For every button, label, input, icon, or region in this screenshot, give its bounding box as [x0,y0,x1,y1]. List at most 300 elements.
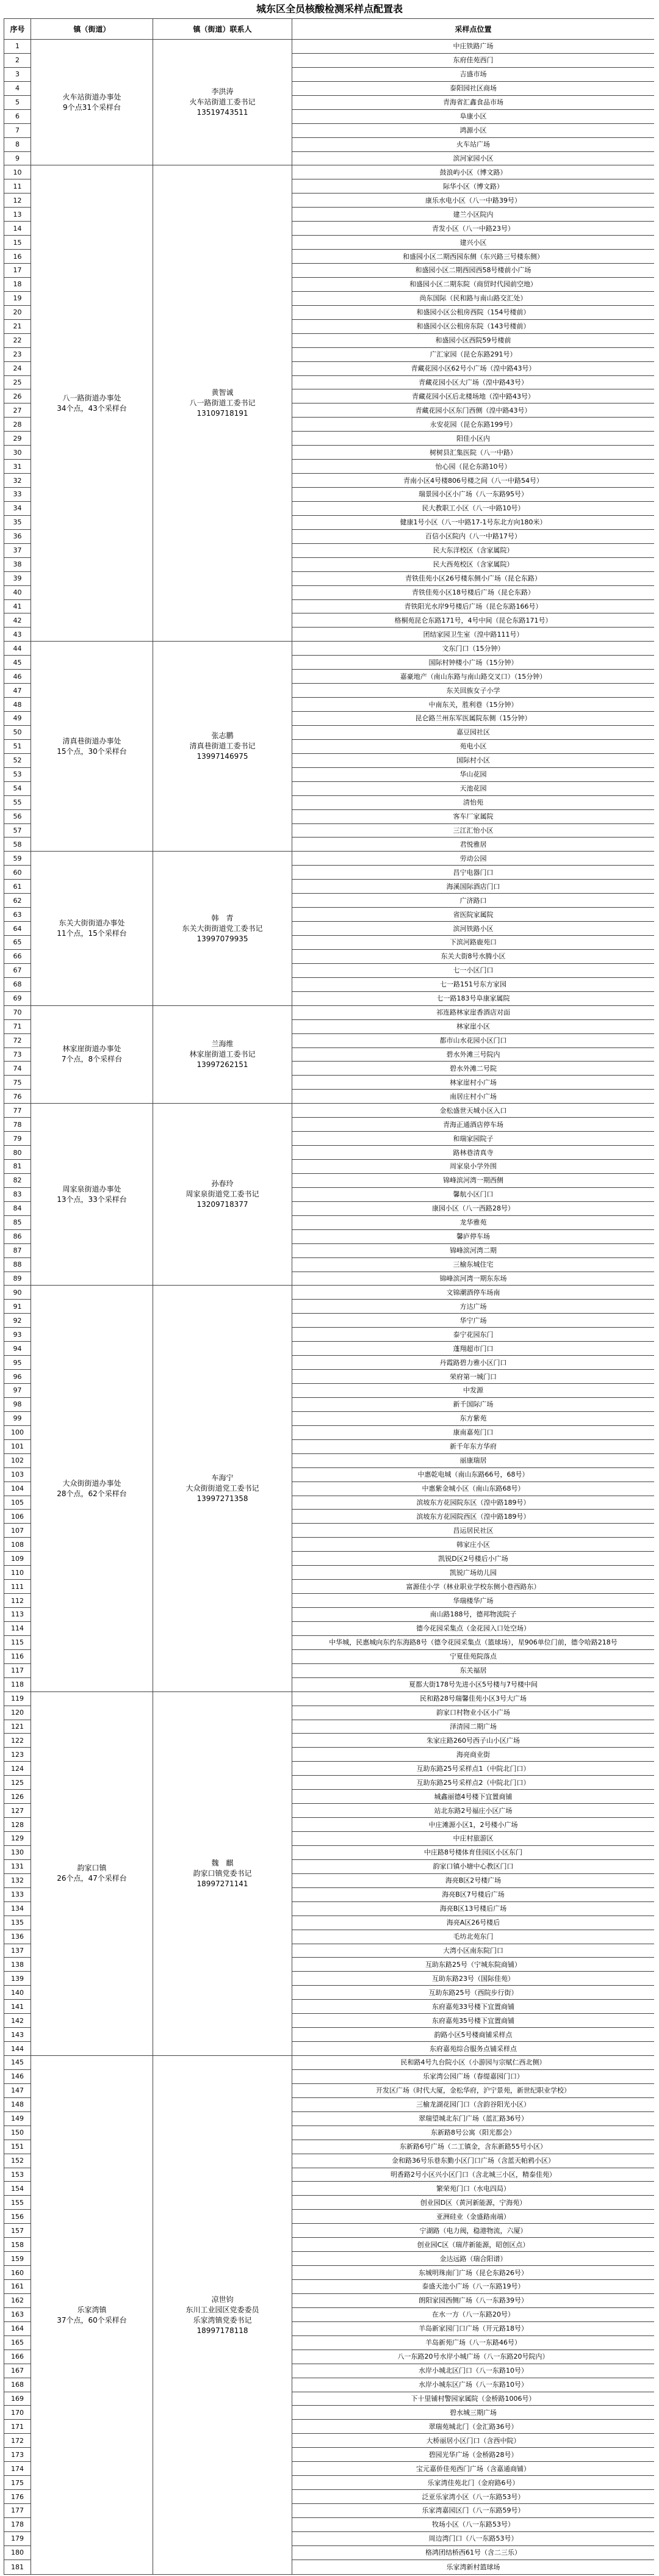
sampling-location: 东关福居 [292,1663,655,1677]
sampling-location: 明香路2号小区兴小区门口（含北城三小区，精泰佳苑） [292,2168,655,2182]
sampling-location: 互助东路25号（宁城东院商铺） [292,1958,655,1972]
sampling-location: 东新路8号公寓（阳光都会） [292,2126,655,2140]
sampling-location: 韵家口镇小塘中心教区门口 [292,1859,655,1873]
contact-cell [153,40,292,165]
sampling-location: 南山路188号，德邦物流院子 [292,1608,655,1622]
sampling-location: 文东门口（15分钟） [292,642,655,656]
row-seq-number: 176 [4,2490,31,2504]
contact-line: 东川工业园区党委委员 [185,2305,259,2314]
sampling-location: 韩家庄小区 [292,1538,655,1552]
sampling-location: 乐家湾公园广场（春缇嘉园门口） [292,2069,655,2083]
sampling-location: 荣府第一城门口 [292,1370,655,1384]
sampling-location: 昌运居民社区 [292,1524,655,1538]
contact-line: 13997271358 [196,1494,248,1503]
row-seq-number: 131 [4,1859,31,1873]
sampling-location: 阳佳小区内 [292,432,655,446]
row-seq-number: 133 [4,1887,31,1901]
row-seq-number: 49 [4,712,31,726]
row-seq-number: 107 [4,1524,31,1538]
row-seq-number: 134 [4,1901,31,1916]
sampling-location: 和盛园小区公租房东院（143号楼前） [292,319,655,333]
contact-line: 韩 青 [211,913,234,922]
sampling-location: 龙华雅苑 [292,1215,655,1229]
contact-line: 13997262151 [196,1060,248,1069]
sampling-location: 青海省汇鑫食品市场 [292,95,655,109]
sampling-location: 百信小区院内（八一中路17号） [292,529,655,543]
town-line: 37个点，60个采样台 [57,2315,127,2325]
row-seq-number: 124 [4,1762,31,1776]
sampling-location: 南居庄村小广场 [292,1090,655,1104]
table-row [4,165,655,179]
contact-line: 八一路街道工委书记 [189,399,256,408]
contact-line: 13997079935 [196,934,248,943]
sampling-location: 永安花园（昆仑东路199号） [292,418,655,432]
town-cell [31,1104,153,1286]
row-seq-number: 55 [4,795,31,809]
row-seq-number: 57 [4,823,31,838]
row-seq-number: 33 [4,488,31,502]
row-seq-number: 24 [4,361,31,375]
sampling-location: 和盛园小区二期东院（商贸时代园前空地） [292,277,655,291]
sampling-location: 滨坡东方花园院东区（湟中路189号） [292,1496,655,1510]
contact-line: 13109718191 [196,409,248,418]
row-seq-number: 71 [4,1019,31,1033]
row-seq-number: 12 [4,194,31,208]
row-seq-number: 105 [4,1496,31,1510]
row-seq-number: 154 [4,2182,31,2196]
sampling-location: 东府嘉苑33号楼下宜置商铺 [292,2000,655,2014]
row-seq-number: 166 [4,2350,31,2364]
town-cell [31,165,153,642]
sampling-location: 君悦雅居 [292,838,655,852]
sampling-location: 树树县汇集医院（八一中路） [292,446,655,460]
sampling-location: 三榆龙湖花园门口（含韵谷阳光小区） [292,2097,655,2111]
row-seq-number: 73 [4,1047,31,1062]
sampling-location: 东府佳苑西门 [292,53,655,67]
row-seq-number: 84 [4,1201,31,1215]
sampling-location: 路林巷清真寺 [292,1146,655,1160]
row-seq-number: 158 [4,2238,31,2252]
row-seq-number: 130 [4,1845,31,1859]
sampling-location: 翠瑞望城北东门广场（蓝汇路36号） [292,2111,655,2126]
sampling-location: 毛坊北苑东门 [292,1930,655,1944]
row-seq-number: 100 [4,1425,31,1439]
contact-line: 凉世钧 [211,2295,234,2304]
sampling-location: 海亮A区26号楼后 [292,1916,655,1930]
row-seq-number: 8 [4,137,31,151]
sampling-location: 开发区广场（时代大厦，金松华府，沪宁景苑，新世纪职业学校） [292,2083,655,2097]
sampling-location: 朱家庄路260号西子山小区广场 [292,1734,655,1748]
row-seq-number: 129 [4,1832,31,1846]
row-seq-number: 63 [4,908,31,922]
sampling-location: 国际村钟楼小广场（15分钟） [292,656,655,670]
sampling-location: 和盛园小区二期西园东侧（东兴路三号楼东侧） [292,250,655,264]
sampling-location: 富源佳小学（林业职业学校东侧小巷西路东） [292,1580,655,1594]
row-seq-number: 153 [4,2168,31,2182]
sampling-location: 客车厂家属院 [292,809,655,823]
sampling-location: 互助东路25号采样点1（中院北门口） [292,1762,655,1776]
row-seq-number: 14 [4,222,31,236]
row-seq-number: 65 [4,936,31,950]
contact-line: 韵家口镇党委书记 [193,1869,252,1878]
sampling-location: 华瑞楼华广场 [292,1594,655,1608]
sampling-location: 水岸小城北区门口（八一东路10号） [292,2364,655,2378]
sampling-location: 天池花园 [292,781,655,795]
row-seq-number: 132 [4,1873,31,1887]
sampling-location: 三江汇怡小区 [292,823,655,838]
sampling-location: 泰盛天池小广场（八一东路19号） [292,2280,655,2294]
sampling-location: 康乐水电小区（八一中路39号） [292,194,655,208]
row-seq-number: 123 [4,1748,31,1762]
town-line: 11个点，15个采样台 [57,929,127,938]
sampling-location: 民和路28号瑞馨佳苑小区3号大广场 [292,1691,655,1706]
row-seq-number: 69 [4,991,31,1005]
row-seq-number: 113 [4,1608,31,1622]
sampling-location: 东关大街8号水腾小区 [292,949,655,963]
row-seq-number: 70 [4,1005,31,1019]
sampling-location: 方达广场 [292,1300,655,1314]
town-line: 15个点，30个采样台 [57,747,127,756]
sampling-location: 周边湾门口（八一东路53号） [292,2531,655,2545]
row-seq-number: 106 [4,1510,31,1524]
sampling-location: 馨庐停车场 [292,1229,655,1243]
contact-cell [153,1104,292,1286]
sampling-table [4,18,654,2575]
sampling-location: 怡心园（昆仑东路10号） [292,460,655,474]
contact-line: 孙春玲 [211,1179,234,1189]
row-seq-number: 44 [4,642,31,656]
town-line: 乐家湾镇 [77,2305,107,2314]
row-seq-number: 61 [4,880,31,894]
sampling-location: 亚洲硅业（金盛路南端） [292,2210,655,2224]
row-seq-number: 97 [4,1384,31,1398]
row-seq-number: 167 [4,2364,31,2378]
row-seq-number: 36 [4,529,31,543]
sampling-location: 下十里铺村警园家属院（金桥路1006号） [292,2392,655,2406]
row-seq-number: 146 [4,2069,31,2083]
row-seq-number: 95 [4,1356,31,1370]
town-line: 28个点，62个采样台 [57,1489,127,1498]
sampling-location: 城鑫丽德4号楼下宜置商铺 [292,1790,655,1804]
sampling-location: 昆仑路兰州东军医属院东侧（15分钟） [292,712,655,726]
sampling-location: 滨河铁路小区 [292,922,655,936]
sampling-location: 东方紫苑 [292,1411,655,1425]
sampling-location: 韵路小区5号楼商铺采样点 [292,2028,655,2042]
contact-line: 李洪涛 [211,87,234,96]
row-seq-number: 145 [4,2056,31,2070]
row-seq-number: 139 [4,1972,31,1986]
contact-line: 清真巷街道工委书记 [189,742,256,751]
sampling-location: 格鸿团结桥西61号（含二三乐） [292,2545,655,2560]
sampling-location: 泰阳园社区商场 [292,81,655,95]
row-seq-number: 152 [4,2154,31,2168]
row-seq-number: 64 [4,922,31,936]
sampling-location: 海溪国际酒店门口 [292,880,655,894]
row-seq-number: 138 [4,1958,31,1972]
row-seq-number: 40 [4,585,31,599]
row-seq-number: 125 [4,1776,31,1790]
sampling-location: 海亮B区13号楼后广场 [292,1901,655,1916]
row-seq-number: 136 [4,1930,31,1944]
row-seq-number: 112 [4,1594,31,1608]
table-row [4,1104,655,1118]
sampling-location: 繁荣苑门口（水电四局） [292,2182,655,2196]
town-line: 清真巷街道办事处 [62,736,121,745]
table-row [4,1691,655,1706]
sampling-location: 林家崖村小广场 [292,1076,655,1090]
sampling-location: 广济路口 [292,894,655,908]
sampling-location: 青铁阳光水岸9号楼后广场（昆仑东路166号） [292,599,655,613]
sampling-location: 民和路4号九台院小区（小游园与宗赋仁西北侧） [292,2056,655,2070]
contact-line: 张志鹏 [211,731,234,740]
row-seq-number: 35 [4,515,31,529]
row-seq-number: 77 [4,1104,31,1118]
row-seq-number: 59 [4,852,31,866]
sampling-location: 下滨河路鹿苑口 [292,936,655,950]
sampling-location: 东关回族女子小学 [292,684,655,698]
row-seq-number: 118 [4,1677,31,1691]
sampling-location: 宁湖路（电力阀，稳港物流，六厦） [292,2224,655,2238]
row-seq-number: 162 [4,2293,31,2307]
sampling-location: 牧场小区（八一东路53号） [292,2517,655,2531]
row-seq-number: 94 [4,1342,31,1356]
contact-line: 黄智诚 [211,388,234,397]
sampling-location: 创业园D区（黄河新能源，宁海苑） [292,2196,655,2210]
sampling-location: 青发小区（八一中路23号） [292,222,655,236]
row-seq-number: 18 [4,277,31,291]
sampling-location: 乐家湾佳苑北门（金府路6号） [292,2476,655,2490]
row-seq-number: 52 [4,753,31,767]
sampling-location: 中庄铁路广场 [292,40,655,54]
row-seq-number: 177 [4,2504,31,2518]
row-seq-number: 87 [4,1243,31,1257]
row-seq-number: 58 [4,838,31,852]
row-seq-number: 141 [4,2000,31,2014]
row-seq-number: 92 [4,1314,31,1328]
sampling-location: 和盛园小区西院59号楼前 [292,333,655,347]
sampling-location: 和瑞家园院子 [292,1132,655,1146]
sampling-location: 康南嘉苑门口 [292,1425,655,1439]
sampling-location: 互助东路23号（国际佳苑） [292,1972,655,1986]
row-seq-number: 115 [4,1635,31,1649]
row-seq-number: 170 [4,2406,31,2420]
contact-line: 兰海维 [211,1039,234,1048]
row-seq-number: 180 [4,2545,31,2560]
row-seq-number: 155 [4,2196,31,2210]
row-seq-number: 171 [4,2420,31,2434]
sampling-location: 大湾小区南东院门口 [292,1944,655,1958]
row-seq-number: 2 [4,53,31,67]
header-contact: 镇（街道）联系人 [153,19,292,40]
sampling-location: 碧水城三期广场 [292,2406,655,2420]
row-seq-number: 5 [4,95,31,109]
sampling-location: 金和路36号乐巷东勤小区门口广场（含蓝天帕鸦小区） [292,2154,655,2168]
row-seq-number: 10 [4,165,31,179]
sampling-location: 中发源 [292,1384,655,1398]
row-seq-number: 102 [4,1453,31,1467]
row-seq-number: 79 [4,1132,31,1146]
table-row [4,2056,655,2070]
row-seq-number: 137 [4,1944,31,1958]
sampling-location: 林家崖小区 [292,1019,655,1033]
row-seq-number: 117 [4,1663,31,1677]
row-seq-number: 164 [4,2321,31,2335]
row-seq-number: 34 [4,501,31,515]
sampling-location: 青藏花园小区东门西侧（湟中路43号） [292,403,655,418]
table-row [4,1286,655,1300]
sampling-location: 瑞景园小区小广场（八一东路95号） [292,488,655,502]
row-seq-number: 83 [4,1187,31,1201]
row-seq-number: 169 [4,2392,31,2406]
sampling-location: 中南东关，胜利巷（15分钟） [292,698,655,712]
sampling-location: 青藏花园小区大广场（湟中路43号） [292,375,655,389]
contact-line: 13997146975 [196,752,248,761]
row-seq-number: 48 [4,698,31,712]
sampling-location: 八一东路20号水岸小城广场（八一东路20号院内） [292,2350,655,2364]
sampling-location: 羊岛新苑广场（八一东路46号） [292,2335,655,2350]
sampling-location: 中华城，民惠城向东约东海路8号（德令花园采集点（篮球场），星906单位门前，德令哈路218号 [292,1635,655,1649]
sampling-location: 在水一方（八一东路20号） [292,2307,655,2321]
row-seq-number: 82 [4,1173,31,1187]
sampling-location: 羊岛新家园门口广场（开元路18号） [292,2321,655,2335]
row-seq-number: 150 [4,2126,31,2140]
row-seq-number: 122 [4,1734,31,1748]
row-seq-number: 175 [4,2476,31,2490]
row-seq-number: 173 [4,2448,31,2462]
row-seq-number: 11 [4,179,31,194]
row-seq-number: 16 [4,250,31,264]
contact-cell [153,1691,292,2055]
row-seq-number: 109 [4,1552,31,1566]
row-seq-number: 17 [4,264,31,278]
sampling-location: 中惠紫金城小区（南山东路68号） [292,1482,655,1496]
row-seq-number: 90 [4,1286,31,1300]
document-title: 城东区全员核酸检测采样点配置表 [256,3,403,15]
row-seq-number: 160 [4,2266,31,2280]
sampling-location: 锦峰滨河湾二期 [292,1243,655,1257]
row-seq-number: 45 [4,656,31,670]
row-seq-number: 86 [4,1229,31,1243]
contact-line: 周家泉街道党工委书记 [185,1190,259,1199]
row-seq-number: 114 [4,1621,31,1635]
sampling-location: 周家泉小学外围 [292,1160,655,1174]
contact-line: 13519743511 [196,108,248,117]
row-seq-number: 9 [4,151,31,165]
sampling-location: 国际村小区 [292,753,655,767]
row-seq-number: 20 [4,305,31,319]
sampling-location: 青铁佳苑小区18号楼后广场（昆仑东路） [292,585,655,599]
sampling-location: 建兰小区院内 [292,208,655,222]
sampling-location: 互助东路25号（西院步行街） [292,1986,655,2000]
row-seq-number: 62 [4,894,31,908]
sampling-location: 吉盛市场 [292,67,655,81]
row-seq-number: 140 [4,1986,31,2000]
sampling-location: 滨坡东方花园院西区（湟中路189号） [292,1510,655,1524]
row-seq-number: 13 [4,208,31,222]
sampling-location: 互助东路25号采样点2（中院北门口） [292,1776,655,1790]
sampling-location: 海亮B区7号楼后广场 [292,1887,655,1901]
sampling-location: 站北东路2号福庄小区广场 [292,1804,655,1818]
sampling-location: 翠瑞苑城北门（金汇路36号） [292,2420,655,2434]
row-seq-number: 66 [4,949,31,963]
sampling-location: 清怡苑 [292,795,655,809]
row-seq-number: 91 [4,1300,31,1314]
row-seq-number: 68 [4,977,31,991]
town-line: 周家泉街道办事处 [62,1184,121,1193]
row-seq-number: 23 [4,347,31,361]
contact-line: 火车站街道工委书记 [189,98,256,107]
row-seq-number: 127 [4,1804,31,1818]
contact-line: 18997178118 [196,2326,248,2335]
row-seq-number: 15 [4,236,31,250]
sampling-location: 海亮商业街 [292,1748,655,1762]
row-seq-number: 135 [4,1916,31,1930]
row-seq-number: 174 [4,2462,31,2476]
sampling-location: 青藏花园小区62号小广场（湟中路43号） [292,361,655,375]
sampling-location: 东府嘉苑35号楼下宜置商铺 [292,2014,655,2028]
row-seq-number: 142 [4,2014,31,2028]
sampling-location: 乐家湾嘉园区门（八一东路59号） [292,2504,655,2518]
sampling-location: 泰宁花园东门 [292,1328,655,1342]
row-seq-number: 121 [4,1720,31,1734]
sampling-location: 三榆东城住宅 [292,1257,655,1272]
town-cell [31,2056,153,2575]
row-seq-number: 19 [4,291,31,305]
town-line: 东关大街街道办事处 [59,919,125,928]
sampling-location: 丽康瑞居 [292,1453,655,1467]
contact-cell [153,852,292,1005]
sampling-location: 新千国际广场 [292,1397,655,1411]
row-seq-number: 6 [4,109,31,123]
town-line: 13个点，33个采样台 [57,1195,127,1204]
sampling-location: 海亮B区2号楼广场 [292,1873,655,1887]
row-seq-number: 156 [4,2210,31,2224]
row-seq-number: 75 [4,1076,31,1090]
sampling-location: 青海正通酒店停车场 [292,1118,655,1132]
sampling-location: 华山花园 [292,767,655,781]
contact-cell [153,642,292,852]
row-seq-number: 50 [4,725,31,739]
row-seq-number: 111 [4,1580,31,1594]
sampling-location: 金松盛世天城小区入口 [292,1104,655,1118]
sampling-location: 格桐苑昆仑东路171号，4号中间（昆仑东路171号） [292,613,655,628]
sampling-location: 凯锐D区2号楼后小广场 [292,1552,655,1566]
sampling-location: 碧水外滩三号院内 [292,1047,655,1062]
row-seq-number: 108 [4,1538,31,1552]
sampling-location: 锦峰滨河湾一期西侧 [292,1173,655,1187]
row-seq-number: 67 [4,963,31,977]
contact-cell [153,165,292,642]
town-line: 八一路街道办事处 [62,393,121,402]
row-seq-number: 149 [4,2111,31,2126]
town-cell [31,642,153,852]
row-seq-number: 32 [4,474,31,488]
sampling-location: 广汇家园（昆仑东路291号） [292,347,655,361]
sampling-location: 都市山水花园小区门口 [292,1033,655,1047]
sampling-location: 文锦潮酒停车场南 [292,1286,655,1300]
row-seq-number: 163 [4,2307,31,2321]
sampling-location: 际华小区（博文路） [292,179,655,194]
town-cell [31,852,153,1005]
row-seq-number: 74 [4,1062,31,1076]
town-cell [31,40,153,165]
row-seq-number: 51 [4,739,31,753]
row-seq-number: 172 [4,2434,31,2448]
sampling-location: 省医院家属院 [292,908,655,922]
row-seq-number: 31 [4,460,31,474]
sampling-location: 嘉豪地产（南山东路与南山路交叉口）（15分钟） [292,670,655,684]
sampling-location: 火车站广场 [292,137,655,151]
